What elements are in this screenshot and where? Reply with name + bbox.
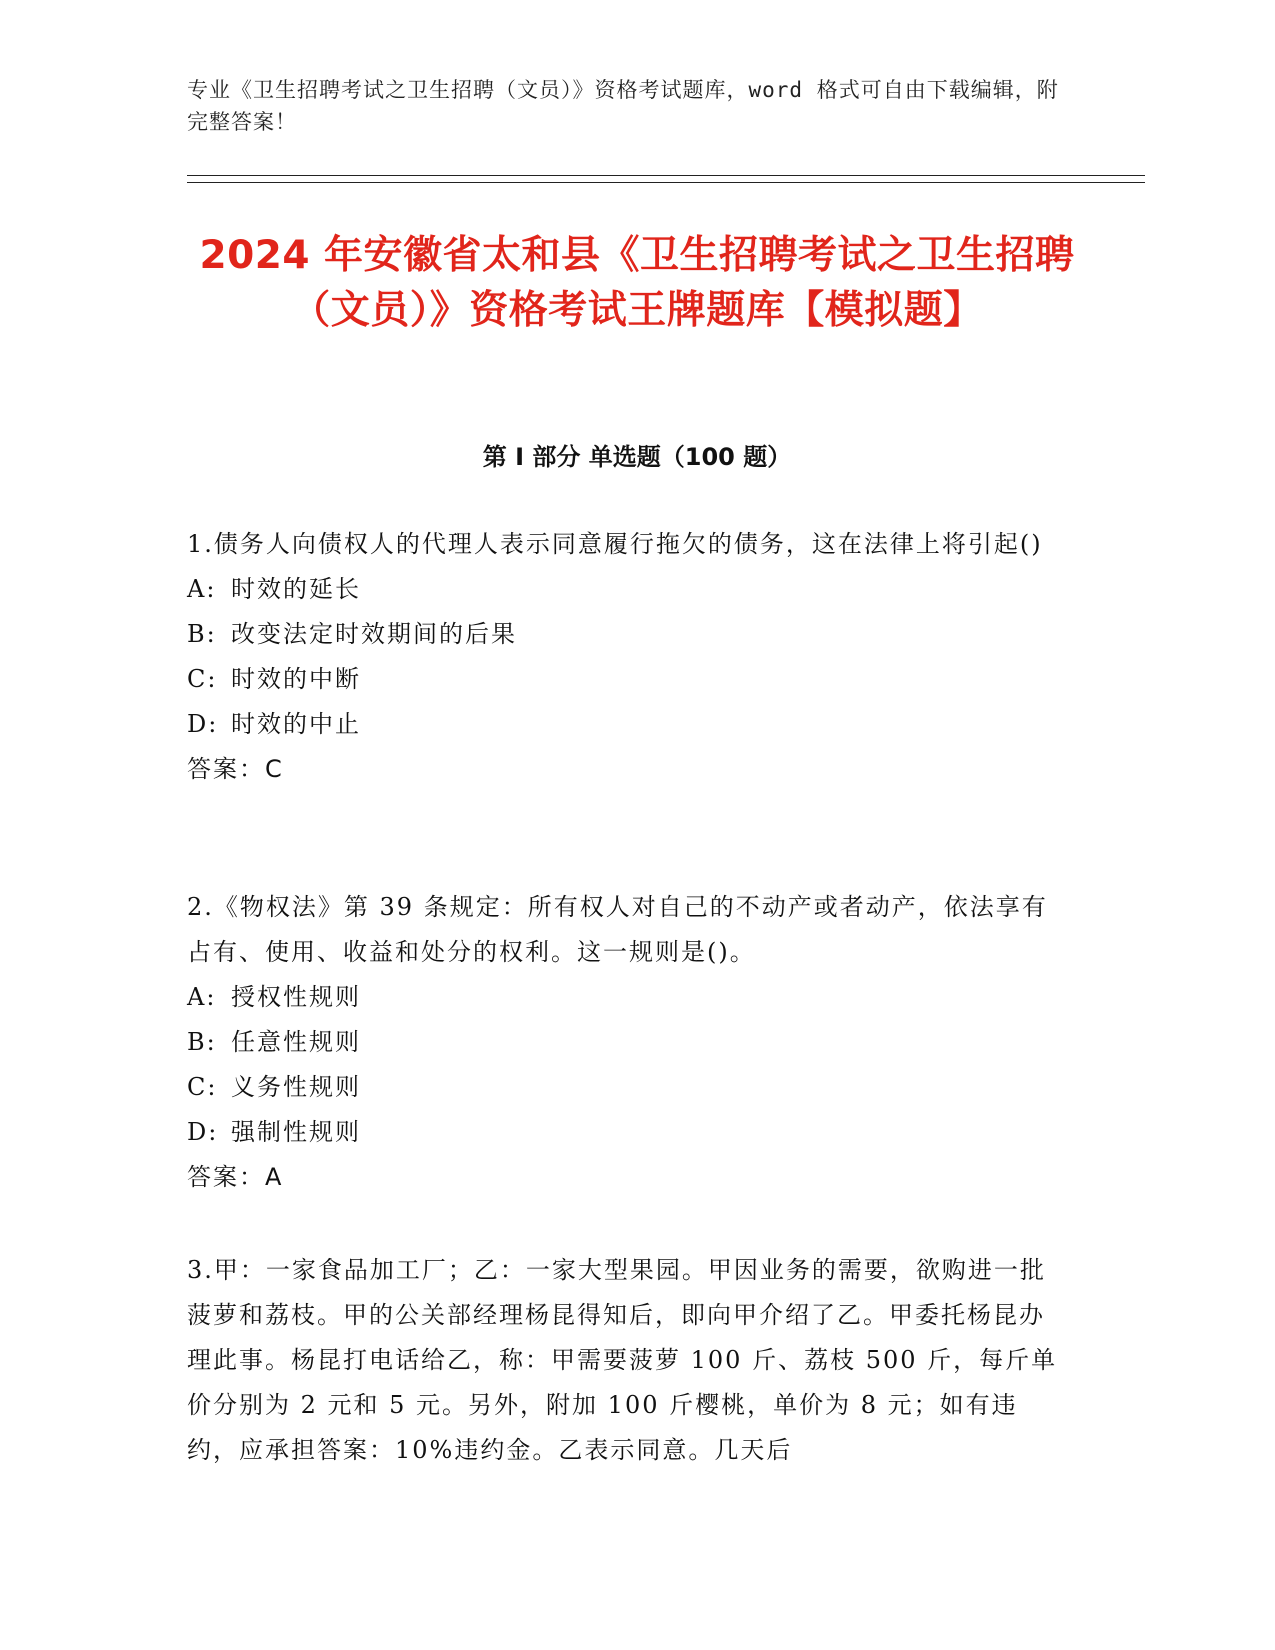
option-b [187,612,1067,657]
question-stem: 1.债务人向债权人的代理人表示同意履行拖欠的债务，这在法律上将引起() [187,530,1043,558]
option-text: 义务性规则 [231,1073,361,1101]
option-c [187,1065,1067,1110]
question-2 [187,885,1067,1200]
option-text: 强制性规则 [231,1118,361,1146]
header-divider-top [187,175,1145,176]
option-key: B: [187,1028,217,1056]
question-1 [187,522,1067,792]
option-text: 改变法定时效期间的后果 [231,620,517,648]
option-key: A: [187,983,217,1011]
option-c [187,657,1067,702]
option-text: 时效的中断 [231,665,361,693]
section-title: 第 I 部分 单选题（100 题） [482,443,792,471]
option-text: 授权性规则 [231,983,361,1011]
option-d [187,702,1067,747]
option-text: 任意性规则 [231,1028,361,1056]
option-b [187,1020,1067,1065]
option-key: D: [187,710,219,738]
header-divider-bottom [187,182,1145,183]
option-text: 时效的延长 [231,575,361,603]
option-key: C: [187,665,218,693]
option-key: A: [187,575,217,603]
option-key: D: [187,1118,219,1146]
question-3 [187,1248,1067,1473]
question-stem: 3.甲：一家食品加工厂；乙：一家大型果园。甲因业务的需要，欲购进一批菠萝和荔枝。甲的公关部经理杨昆得知后，即向甲介绍了乙。甲委托杨昆办理此事。杨昆打电话给乙，称：甲需要菠萝 100 斤、荔枝 500 斤，每斤单价分别为 2 元和 5 元。另外，附加 100 斤樱桃，单价为 8 元；如有违约，应承担答案：10%违约金。乙表示同意。几天后 [187,1256,1058,1464]
option-text: 时效的中止 [231,710,361,738]
header-note: 专业《卫生招聘考试之卫生招聘（文员）》资格考试题库，word 格式可自由下载编辑，附完整答案！ [187,78,1059,134]
option-key: C: [187,1073,218,1101]
document-title: 2024 年安徽省太和县《卫生招聘考试之卫生招聘（文员）》资格考试王牌题库【模拟题】 [199,233,1075,333]
question-stem: 2.《物权法》第 39 条规定：所有权人对自己的不动产或者动产，依法享有占有、使用、收益和处分的权利。这一规则是()。 [187,893,1048,966]
option-a [187,567,1067,612]
option-d [187,1110,1067,1155]
option-a [187,975,1067,1020]
answer-label: 答案：C [187,755,284,783]
option-key: B: [187,620,217,648]
answer-label: 答案：A [187,1163,284,1191]
